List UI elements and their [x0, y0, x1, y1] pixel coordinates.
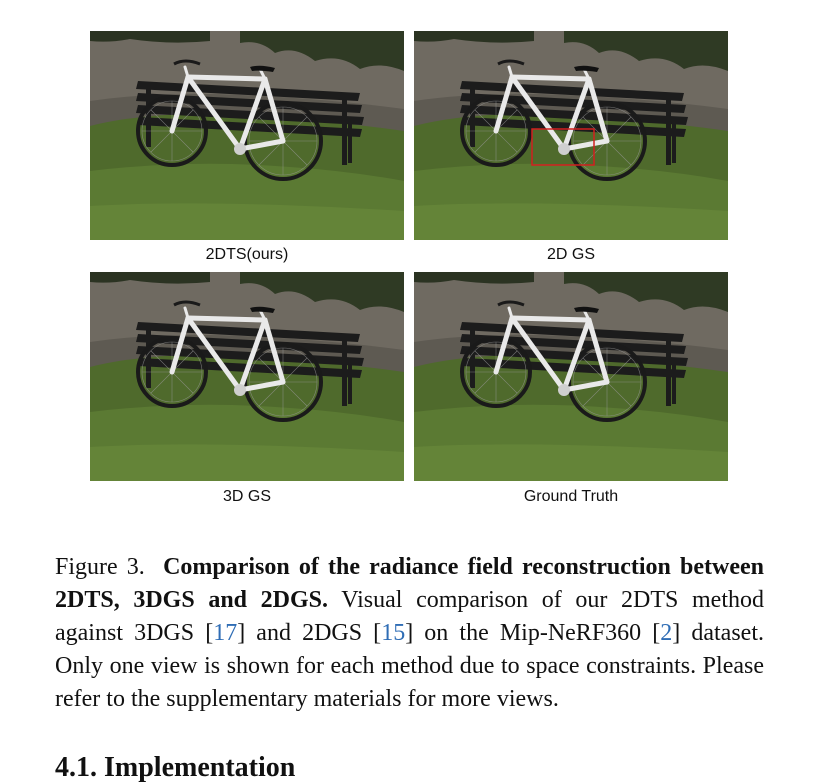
- panel-label: Ground Truth: [523, 488, 619, 505]
- figure-caption: [55, 551, 764, 716]
- panel-ground-truth: [414, 272, 728, 481]
- panel-3d-gs: [90, 272, 404, 481]
- caption-title: Comparison of the radiance field reconstruction between 2DTS, 3DGS and 2DGS.: [55, 554, 764, 613]
- caption-text: ] dataset. Only one view is shown for each method due to space constraints. Please refer to the supplementary materials for more views.: [55, 620, 764, 712]
- citation-link[interactable]: 17: [213, 620, 238, 646]
- caption-prefix: Figure 3.: [55, 554, 145, 580]
- caption-text: ] on the Mip-NeRF360 [: [405, 620, 661, 646]
- panel-label: 2D GS: [546, 246, 595, 263]
- panel-2dts-ours: [90, 31, 404, 240]
- bicycle-photo: [414, 31, 728, 240]
- panel-label: 2DTS(ours): [205, 246, 289, 263]
- citation-link[interactable]: 2: [660, 620, 673, 646]
- bicycle-photo: [414, 272, 728, 481]
- caption-text: Visual comparison of our 2DTS method against 3DGS [: [55, 587, 764, 646]
- section-heading: 4.1. Implementation: [55, 752, 296, 783]
- caption-text: ] and 2DGS [: [237, 620, 382, 646]
- citation-link[interactable]: 15: [381, 620, 406, 646]
- panel-2d-gs: [414, 31, 728, 240]
- bicycle-photo: [90, 31, 404, 240]
- panel-label: 3D GS: [222, 488, 271, 505]
- bicycle-photo: [90, 272, 404, 481]
